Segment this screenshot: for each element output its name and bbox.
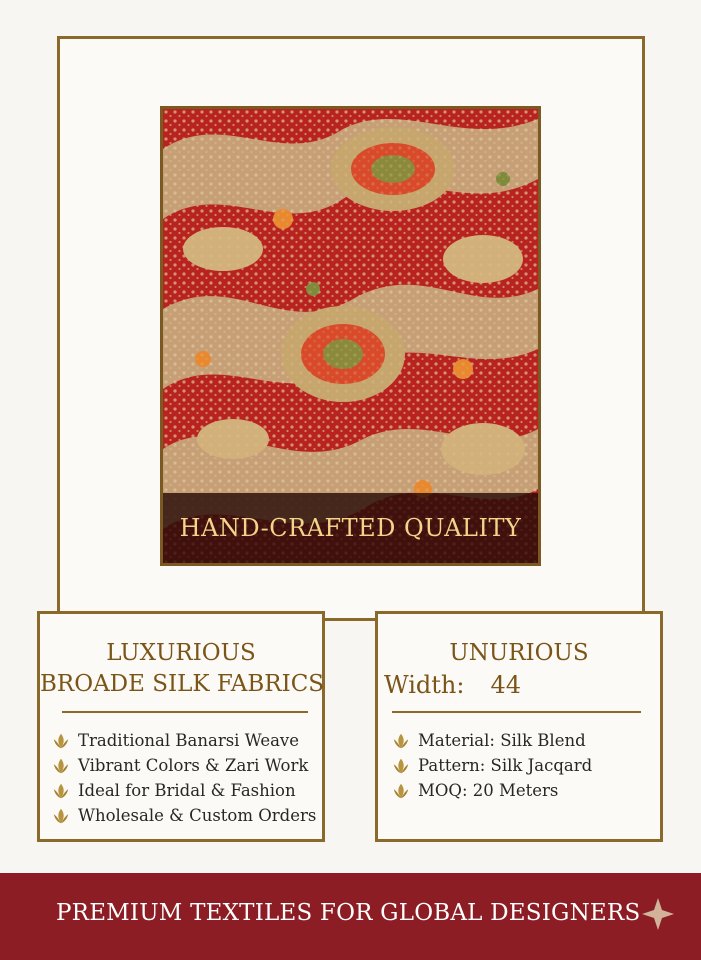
spec-text: Material: Silk Blend: [418, 731, 586, 750]
specs-title: UNURIOUS: [449, 640, 589, 666]
list-item: [392, 728, 592, 753]
caption-band: [163, 493, 538, 563]
footer-text: PREMIUM TEXTILES FOR GLOBAL DESIGNERS: [56, 900, 641, 926]
width-value: 44: [490, 671, 522, 699]
list-item: [52, 728, 316, 753]
list-item: [392, 778, 592, 803]
feature-text: Ideal for Bridal & Fashion: [78, 781, 296, 800]
spec-text: Pattern: Silk Jacqard: [418, 756, 593, 775]
feature-text: Traditional Banarsi Weave: [78, 731, 300, 750]
specs-list: [392, 728, 592, 803]
leaf-icon: [52, 807, 70, 825]
leaf-icon: [52, 757, 70, 775]
leaf-icon: [392, 757, 410, 775]
footer-banner: [0, 873, 701, 960]
features-title-line2: BROADE SILK FABRICS: [40, 671, 325, 697]
leaf-icon: [392, 782, 410, 800]
feature-text: Vibrant Colors & Zari Work: [78, 756, 309, 775]
feature-text: Wholesale & Custom Orders: [78, 806, 317, 825]
divider: [62, 711, 308, 713]
divider: [392, 711, 641, 713]
specs-card: [375, 611, 663, 842]
leaf-icon: [52, 732, 70, 750]
fabric-image: [160, 106, 541, 566]
image-caption: HAND-CRAFTED QUALITY: [179, 514, 522, 542]
list-item: [52, 803, 316, 828]
list-item: [392, 753, 592, 778]
spec-text: MOQ: 20 Meters: [418, 781, 559, 800]
list-item: [52, 778, 316, 803]
leaf-icon: [52, 782, 70, 800]
features-title-line1: LUXURIOUS: [106, 640, 256, 666]
width-label: Width:: [384, 671, 465, 699]
width-row: [384, 671, 521, 699]
sparkle-icon: [640, 896, 676, 932]
list-item: [52, 753, 316, 778]
features-list: [52, 728, 316, 828]
features-card: [37, 611, 325, 842]
leaf-icon: [392, 732, 410, 750]
